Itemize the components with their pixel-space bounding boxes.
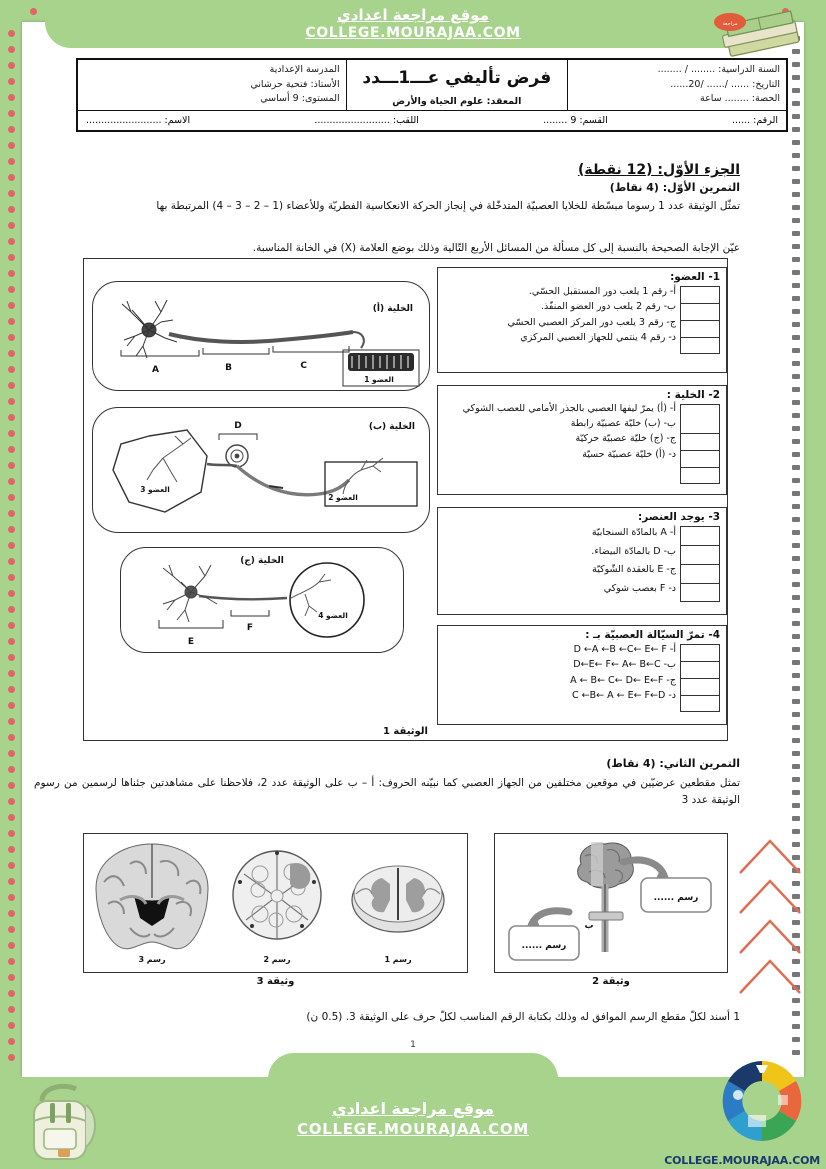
- header-cell-dates: [567, 59, 787, 111]
- svg-text:D: D: [234, 421, 242, 431]
- part-one-title: الجزء الأوّل: (12 نقطة): [577, 162, 740, 178]
- question-3-heading: 3- يوجد العنصر:: [638, 511, 720, 523]
- question-1-checkbox-d[interactable]: [680, 337, 720, 354]
- neuron-diagram-a: [91, 282, 429, 392]
- document-two-diagram: [493, 834, 727, 974]
- bottom-banner-url: COLLEGE.MOURAJAA.COM: [297, 1119, 529, 1138]
- svg-text:العضو 3: العضو 3: [140, 485, 170, 494]
- header-cell-student-fields: [77, 111, 787, 132]
- question-4-heading: 4- تمرّ السيّالة العصبيّة بـ :: [585, 629, 720, 641]
- question-3-option-c: ج- E بالعقدة الشّوكيّة: [592, 564, 676, 576]
- svg-text:F: F: [246, 623, 254, 633]
- svg-text:العضو 4: العضو 4: [318, 611, 348, 620]
- document-three-caption: وثيقة 3: [256, 976, 295, 987]
- document-one-caption: الوثيقة 1: [382, 726, 428, 737]
- session-line: الحصة: ........ ساعة: [699, 93, 780, 105]
- question-2-checkbox-a[interactable]: [680, 404, 720, 433]
- question-2-option-b: ب- (ب) خليّة عصبيّة رابطة: [570, 417, 676, 429]
- exercise-one-title: التمرين الأوّل: (4 نقاط): [609, 181, 740, 194]
- header-cell-school: [77, 59, 346, 111]
- question-1-option-a: أ- رقم 1 يلعب دور المستقبل الحسّي.: [528, 286, 676, 297]
- document-two-box: [494, 833, 728, 973]
- svg-text:ب: ب: [584, 921, 594, 931]
- question-2-option-a: أ- (أ) يمرّ ليفها العصبي بالجذر الأمامي للعصب الشوكي: [462, 403, 676, 414]
- exercise-two-intro: تمثل مقطعين عرضيّين في موقعين مختلفين من الجهاز العصبي كما نبيّنه الحروف: أ – ب على الوثيقة عدد 2، فلاحظنا على مشاهدتين جئناها لرسمين من رسوم الوثيقة عدد 3: [34, 777, 740, 806]
- question-3-option-b: ب- D بالمادّة البيضاء.: [591, 545, 676, 557]
- question-2-heading: 2- الخلية :: [666, 389, 720, 401]
- bottom-site-banner: [0, 1077, 826, 1169]
- question-3-box: [437, 507, 727, 615]
- backpack-icon: [20, 1079, 110, 1165]
- question-4-checkbox-b[interactable]: [680, 661, 720, 678]
- question-2-checkbox-c[interactable]: [680, 450, 720, 467]
- neuron-panel-a: [92, 281, 430, 391]
- question-4-checkbox-column[interactable]: [680, 644, 720, 712]
- question-3-checkbox-b[interactable]: [680, 545, 720, 564]
- question-1-option-b: ب- رقم 2 يلعب دور العضو المنفّذ.: [540, 301, 676, 313]
- neuron-panel-b: [92, 407, 430, 533]
- exam-subject: المعقد: علوم الحياة والأرض: [392, 96, 522, 107]
- student-level: المستوى: 9 أساسي: [260, 93, 340, 105]
- header-cell-title: [346, 59, 567, 111]
- header-row-student: [77, 111, 787, 132]
- banner-notch: [268, 1053, 558, 1101]
- question-2-checkbox-column[interactable]: [680, 404, 720, 484]
- document-two-caption: وثيقة 2: [592, 976, 630, 987]
- question-4-checkbox-c[interactable]: [680, 678, 720, 695]
- question-1-option-d: د- رقم 4 ينتمي للجهاز العصبي المركزي: [520, 332, 676, 344]
- svg-text:رسم 3: رسم 3: [138, 955, 166, 964]
- education-circle-logo: [708, 1055, 816, 1151]
- document-one-questions: [437, 259, 727, 740]
- student-class-field: القسم: 9 ........: [543, 115, 608, 127]
- logo-url-text: COLLEGE.MOURAJAA.COM: [664, 1154, 820, 1167]
- question-4-option-d: د- C ←B← A ← E← F←D: [571, 690, 676, 702]
- chevron-decoration: [736, 795, 806, 1025]
- svg-text:العضو 1: العضو 1: [364, 375, 394, 384]
- panel-a-label: الخلية (أ): [372, 304, 413, 314]
- exercise-one-intro: تمثّل الوثيقة عدد 1 رسوما مبسّطة للخلايا العصبيّة المتدخّلة في إنجاز الحركة الانعكاسية الفطريّة وللأعضاء (1 – 2 – 3 – 4) المرتبطة بها: [156, 200, 740, 212]
- question-4-option-c: ج- A ← B← C← D← E←F: [570, 674, 676, 686]
- svg-text:مراجعة: مراجعة: [722, 21, 738, 27]
- bottom-banner-text: [0, 1099, 826, 1138]
- question-3-option-a: أ- A بالمادّة السنجابيّة: [591, 527, 676, 538]
- top-banner-url: COLLEGE.MOURAJAA.COM: [305, 24, 521, 41]
- question-1-box: [437, 267, 727, 373]
- question-4-option-a: أ- D ←A ←B ←C← E← F: [573, 644, 676, 655]
- question-3-checkbox-a[interactable]: [680, 526, 720, 545]
- question-2-checkbox-b[interactable]: [680, 433, 720, 450]
- school-name: المدرسة الإعدادية: [269, 64, 340, 75]
- question-2-option-d: د- (أ) خليّة عصبيّة حسيّة: [582, 448, 676, 460]
- document-three-figures: [82, 834, 467, 974]
- top-banner-arabic-text: موقع مراجعة اعدادي: [337, 6, 489, 25]
- svg-text:العضو 2: العضو 2: [328, 493, 358, 502]
- student-surname-field: اللقب: .........................: [314, 115, 419, 127]
- page-number: 1: [410, 1040, 416, 1050]
- question-3-option-d: د- F بعصب شوكي: [603, 582, 676, 594]
- svg-text:رسم ......: رسم ......: [521, 941, 567, 951]
- document-one-box: [83, 258, 728, 741]
- exercise-two-question-one: 1 أسند لكلّ مقطع الرسم الموافق له وذلك بكتابة الرقم المناسب لكلّ حرف على الوثيقة 3. (0.5 ن): [306, 1011, 740, 1023]
- school-year-line: السنة الدراسية: ........ / ........: [657, 64, 780, 75]
- teacher-name: الأستاذ: فتحية حرشاني: [250, 78, 340, 90]
- document-one-figures: [84, 259, 439, 740]
- question-3-checkbox-c[interactable]: [680, 564, 720, 583]
- date-line: التاريخ: ...... /...... /20......: [670, 78, 780, 90]
- svg-text:C: C: [300, 361, 307, 371]
- question-1-checkbox-column[interactable]: [680, 286, 720, 354]
- question-1-option-c: ج- رقم 3 يلعب دور المركز العصبي الحسّي: [507, 316, 676, 328]
- exam-header-table: [76, 58, 788, 132]
- student-name-field: الاسم: .........................: [86, 115, 191, 127]
- svg-text:رسم 2: رسم 2: [263, 955, 291, 964]
- top-site-banner: [45, 0, 781, 48]
- bottom-banner-arabic-text: موقع مراجعة اعدادي: [331, 1099, 495, 1118]
- question-4-checkbox-d[interactable]: [680, 695, 720, 712]
- document-three-box: [83, 833, 468, 973]
- student-number-field: الرقم: ......: [732, 115, 778, 127]
- spiral-binding-left: [6, 30, 20, 1070]
- exam-title: فرض تأليفي عـــ1ـــدد: [362, 68, 552, 88]
- question-1-checkbox-a[interactable]: [680, 286, 720, 303]
- exercise-two-title: التمرين الثاني: (4 نقاط): [606, 757, 740, 770]
- question-4-checkbox-a[interactable]: [680, 644, 720, 661]
- panel-c-label: الخلية (ج): [240, 556, 284, 566]
- panel-b-label: الخلية (ب): [368, 422, 415, 432]
- svg-text:A: A: [152, 365, 159, 375]
- question-2-box: [437, 385, 727, 495]
- question-1-checkbox-c[interactable]: [680, 320, 720, 337]
- question-2-option-c: ج- (ج) خليّة عصبيّة حركيّة: [575, 433, 676, 445]
- question-3-checkbox-d[interactable]: [680, 583, 720, 602]
- svg-text:رسم ......: رسم ......: [653, 893, 699, 903]
- question-1-checkbox-b[interactable]: [680, 303, 720, 320]
- header-row-main: [77, 59, 787, 111]
- exercise-one-instruction: عيّن الإجابة الصحيحة بالنسبة إلى كل مسألة من المسائل الأربع التّالية وذلك بوضع العلامة (X) في الخانة المناسبة.: [252, 242, 740, 254]
- question-1-heading: 1- العضو:: [670, 271, 720, 283]
- neuron-panel-c: [120, 547, 404, 653]
- svg-text:رسم 1: رسم 1: [384, 955, 412, 964]
- question-3-checkbox-column[interactable]: [680, 526, 720, 602]
- question-4-box: [437, 625, 727, 725]
- question-2-checkbox-d[interactable]: [680, 467, 720, 484]
- svg-text:E: E: [187, 637, 195, 647]
- question-4-option-b: ب- D←E← F← A← B←C: [573, 659, 676, 671]
- svg-text:B: B: [225, 363, 232, 373]
